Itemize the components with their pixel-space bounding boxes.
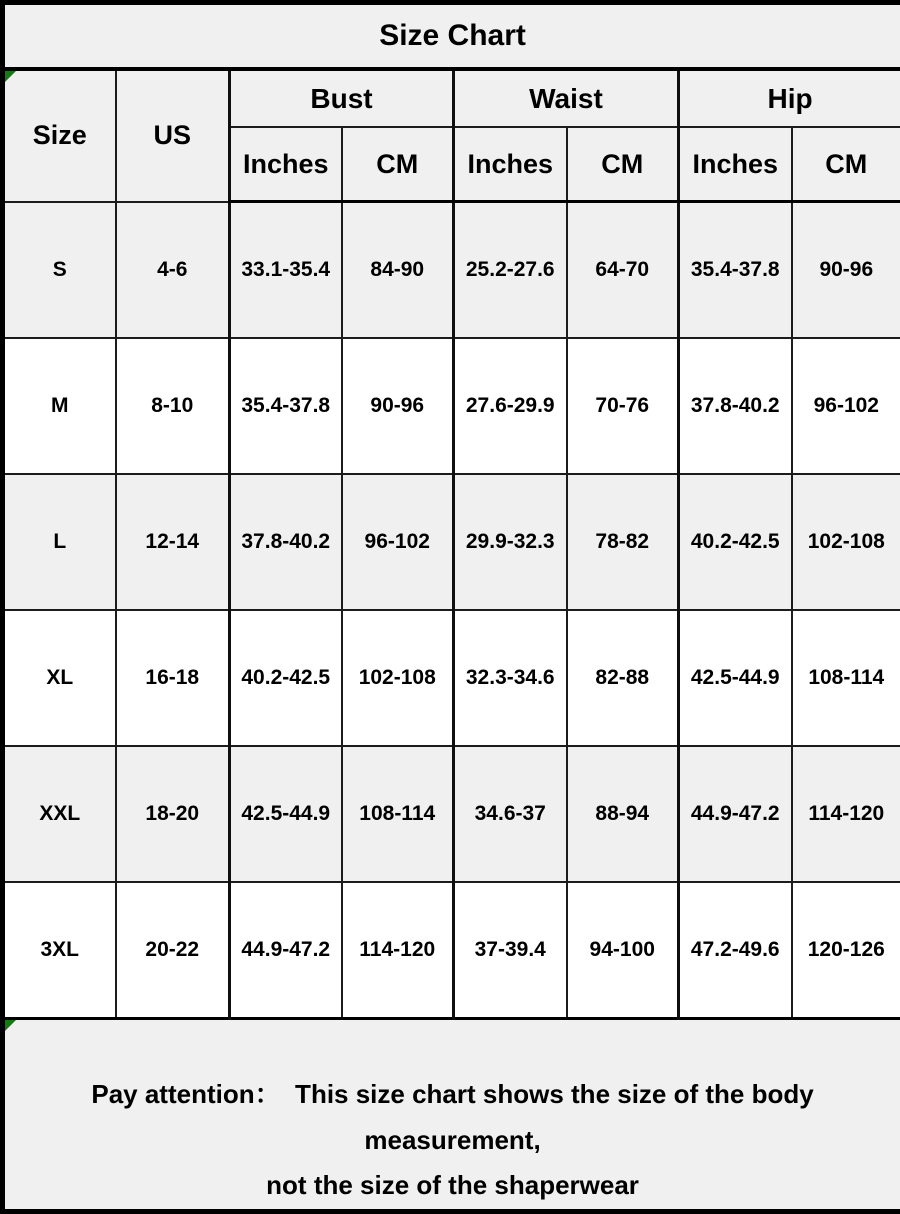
cell-hip-cm: 96-102 bbox=[792, 338, 900, 474]
header-waist: Waist bbox=[454, 69, 679, 127]
cell-flag-triangle-icon bbox=[5, 71, 16, 82]
cell-hip-cm: 102-108 bbox=[792, 474, 900, 610]
cell-hip-cm: 120-126 bbox=[792, 882, 900, 1019]
table-row-xl bbox=[3, 610, 900, 746]
cell-us: 20-22 bbox=[116, 882, 230, 1019]
cell-waist-in: 34.6-37 bbox=[454, 746, 567, 882]
cell-bust-cm: 108-114 bbox=[342, 746, 454, 882]
cell-bust-cm: 90-96 bbox=[342, 338, 454, 474]
cell-hip-in: 44.9-47.2 bbox=[679, 746, 792, 882]
cell-us: 12-14 bbox=[116, 474, 230, 610]
table-row-l bbox=[3, 474, 900, 610]
cell-us: 16-18 bbox=[116, 610, 230, 746]
cell-bust-in: 42.5-44.9 bbox=[230, 746, 342, 882]
cell-waist-cm: 94-100 bbox=[567, 882, 679, 1019]
subheader-waist-cm: CM bbox=[567, 127, 679, 202]
cell-hip-in: 42.5-44.9 bbox=[679, 610, 792, 746]
cell-us: 8-10 bbox=[116, 338, 230, 474]
cell-hip-in: 35.4-37.8 bbox=[679, 202, 792, 339]
subheader-bust-cm: CM bbox=[342, 127, 454, 202]
cell-waist-cm: 88-94 bbox=[567, 746, 679, 882]
subheader-waist-inches: Inches bbox=[454, 127, 567, 202]
cell-waist-in: 25.2-27.6 bbox=[454, 202, 567, 339]
cell-us: 4-6 bbox=[116, 202, 230, 339]
attention-note bbox=[3, 1019, 900, 1212]
attention-note-line-2: not the size of the shaperwear bbox=[5, 1163, 900, 1209]
cell-bust-in: 35.4-37.8 bbox=[230, 338, 342, 474]
cell-hip-cm: 108-114 bbox=[792, 610, 900, 746]
cell-bust-in: 40.2-42.5 bbox=[230, 610, 342, 746]
cell-size: XXL bbox=[3, 746, 116, 882]
cell-size: S bbox=[3, 202, 116, 339]
cell-size: L bbox=[3, 474, 116, 610]
cell-waist-in: 27.6-29.9 bbox=[454, 338, 567, 474]
header-us: US bbox=[116, 69, 230, 202]
cell-bust-in: 33.1-35.4 bbox=[230, 202, 342, 339]
cell-us: 18-20 bbox=[116, 746, 230, 882]
cell-waist-in: 37-39.4 bbox=[454, 882, 567, 1019]
header-hip: Hip bbox=[679, 69, 900, 127]
cell-waist-in: 32.3-34.6 bbox=[454, 610, 567, 746]
subheader-bust-inches: Inches bbox=[230, 127, 342, 202]
cell-waist-cm: 64-70 bbox=[567, 202, 679, 339]
cell-bust-cm: 96-102 bbox=[342, 474, 454, 610]
header-size-label: Size bbox=[33, 120, 87, 150]
cell-bust-cm: 114-120 bbox=[342, 882, 454, 1019]
cell-bust-in: 44.9-47.2 bbox=[230, 882, 342, 1019]
cell-hip-in: 40.2-42.5 bbox=[679, 474, 792, 610]
cell-waist-cm: 78-82 bbox=[567, 474, 679, 610]
header-size bbox=[3, 69, 116, 202]
cell-waist-in: 29.9-32.3 bbox=[454, 474, 567, 610]
cell-hip-in: 47.2-49.6 bbox=[679, 882, 792, 1019]
cell-flag-triangle-icon bbox=[5, 1020, 16, 1031]
cell-waist-cm: 70-76 bbox=[567, 338, 679, 474]
cell-waist-cm: 82-88 bbox=[567, 610, 679, 746]
cell-hip-cm: 114-120 bbox=[792, 746, 900, 882]
cell-size: XL bbox=[3, 610, 116, 746]
header-bust: Bust bbox=[230, 69, 454, 127]
subheader-hip-inches: Inches bbox=[679, 127, 792, 202]
cell-bust-cm: 84-90 bbox=[342, 202, 454, 339]
cell-bust-in: 37.8-40.2 bbox=[230, 474, 342, 610]
page-title: Size Chart bbox=[3, 3, 900, 70]
subheader-hip-cm: CM bbox=[792, 127, 900, 202]
cell-hip-in: 37.8-40.2 bbox=[679, 338, 792, 474]
cell-bust-cm: 102-108 bbox=[342, 610, 454, 746]
cell-size: 3XL bbox=[3, 882, 116, 1019]
cell-hip-cm: 90-96 bbox=[792, 202, 900, 339]
table-row-xxl bbox=[3, 746, 900, 882]
attention-note-line-1: Pay attention： This size chart shows the size of the body measurement, bbox=[5, 1072, 900, 1163]
cell-size: M bbox=[3, 338, 116, 474]
table-row-s bbox=[3, 202, 900, 339]
table-row-m bbox=[3, 338, 900, 474]
table-row-3xl bbox=[3, 882, 900, 1019]
